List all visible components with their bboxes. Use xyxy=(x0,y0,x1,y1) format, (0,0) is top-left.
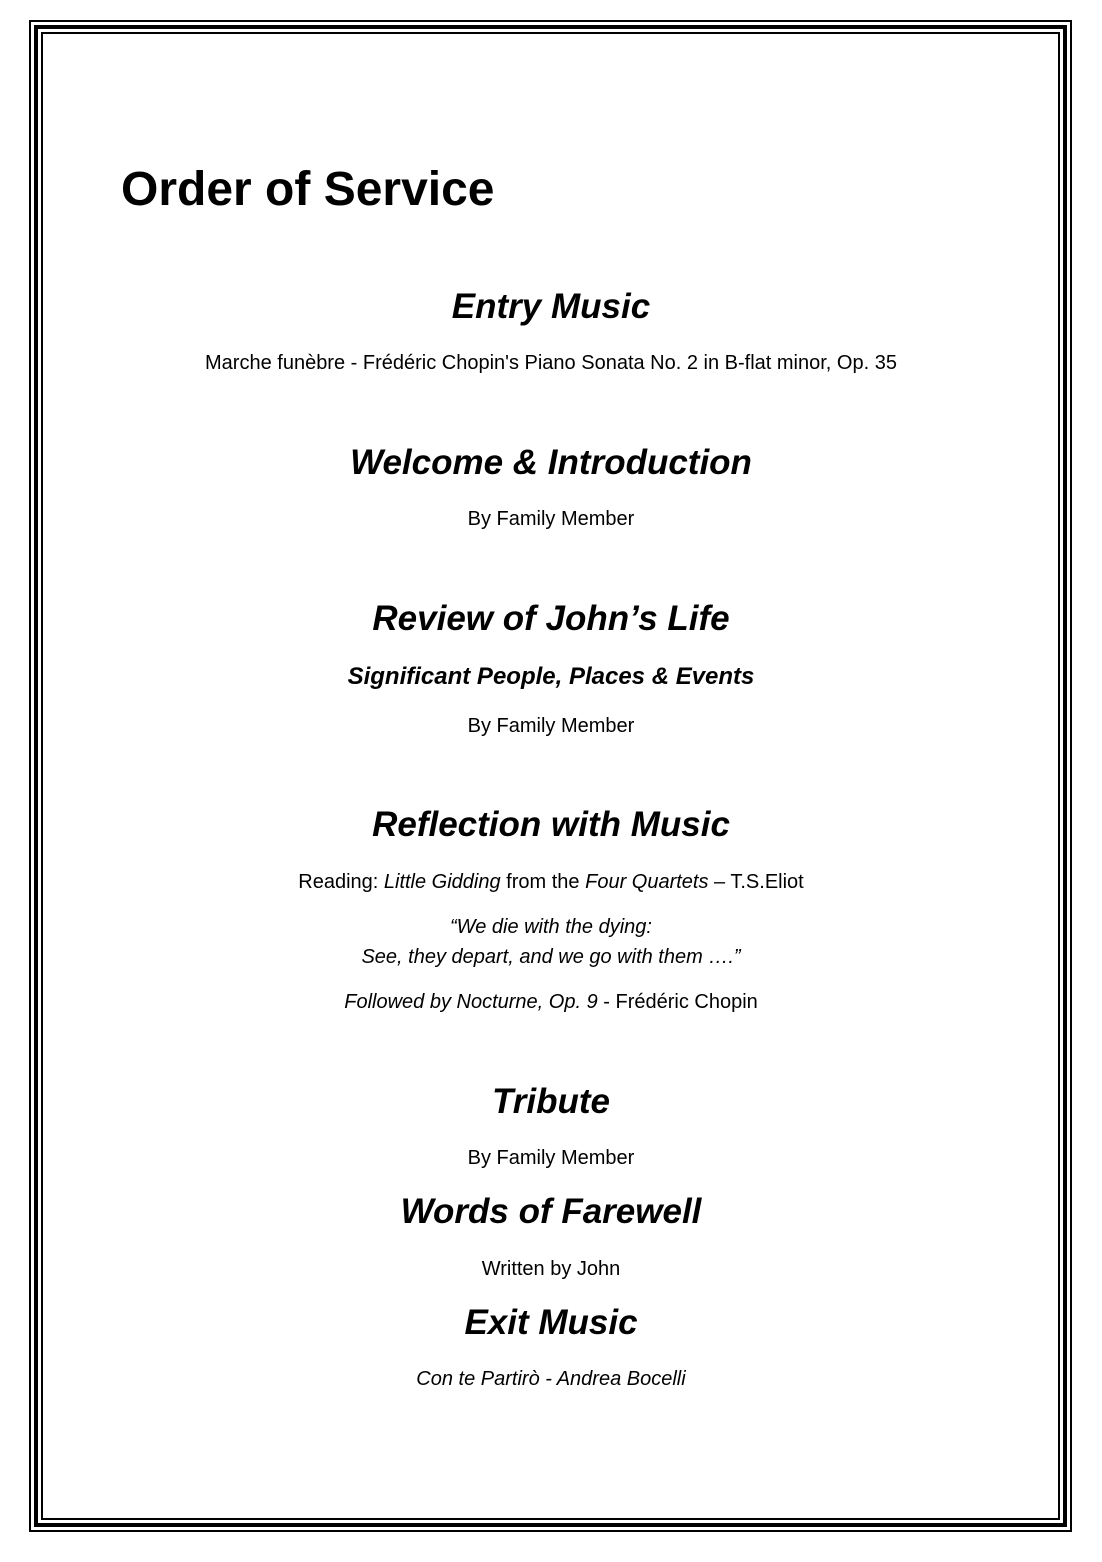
reflection-quote-line-2: See, they depart, and we go with them ….” xyxy=(361,946,741,968)
section-heading-exit-music: Exit Music xyxy=(464,1303,638,1342)
section-heading-tribute: Tribute xyxy=(492,1082,610,1121)
reading-middle: from the xyxy=(500,871,586,893)
section-heading-review-of-life: Review of John’s Life xyxy=(372,599,730,638)
section-heading-entry-music: Entry Music xyxy=(451,287,651,326)
entry-music-detail: Marche funèbre - Frédéric Chopin's Piano Sonata No. 2 in B-flat minor, Op. 35 xyxy=(205,352,897,374)
tribute-detail: By Family Member xyxy=(467,1147,635,1169)
section-heading-welcome: Welcome & Introduction xyxy=(350,443,752,482)
followed-by-composer: - Frédéric Chopin xyxy=(597,991,758,1013)
reflection-followed-by-line xyxy=(60,988,1042,1016)
reading-work-title: Little Gidding xyxy=(383,871,501,893)
reading-prefix: Reading: xyxy=(298,871,384,893)
section-heading-words-of-farewell: Words of Farewell xyxy=(400,1192,702,1231)
reading-collection-title: Four Quartets xyxy=(585,871,709,893)
reflection-reading-line xyxy=(60,868,1042,896)
followed-by-nocturne: Followed by Nocturne, Op. 9 xyxy=(344,991,598,1013)
exit-music-detail: Con te Partirò - Andrea Bocelli xyxy=(416,1368,686,1390)
welcome-detail: By Family Member xyxy=(467,508,635,530)
reflection-quote-line-1: “We die with the dying: xyxy=(450,916,652,938)
page-border-inner xyxy=(41,32,1060,1520)
section-heading-reflection: Reflection with Music xyxy=(372,805,730,844)
words-of-farewell-detail: Written by John xyxy=(481,1258,621,1280)
page-title: Order of Service xyxy=(121,163,495,216)
review-of-life-detail: By Family Member xyxy=(467,715,635,737)
reading-author: – T.S.Eliot xyxy=(708,871,804,893)
review-of-life-subheading: Significant People, Places & Events xyxy=(347,663,755,690)
